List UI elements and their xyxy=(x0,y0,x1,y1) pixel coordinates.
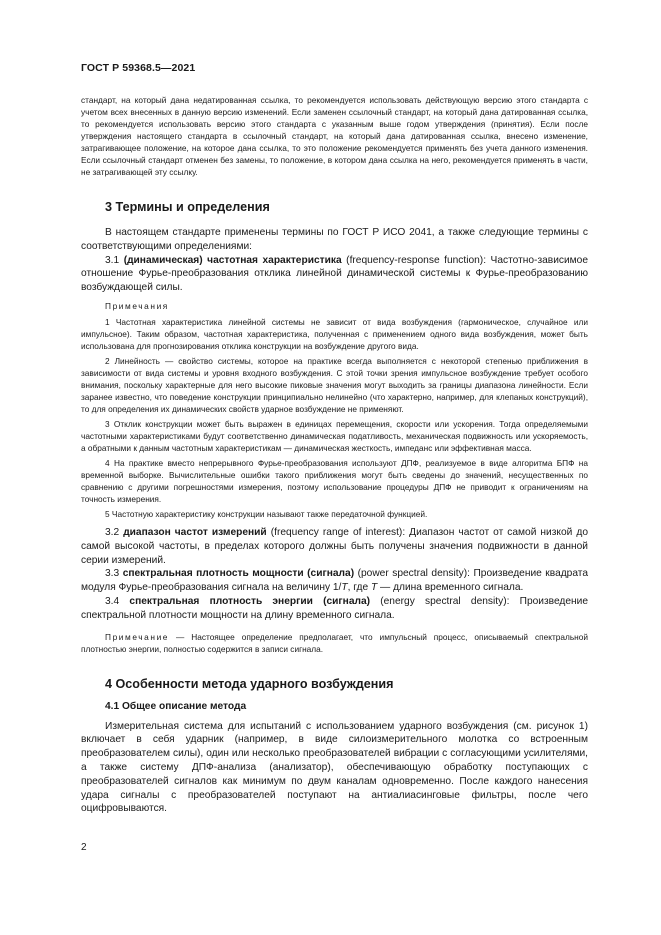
term-3-4 xyxy=(81,595,588,623)
term-3-1-term: (динамическая) частотная характеристика xyxy=(123,254,342,266)
term-3-3-def-3: — длина временного сигнала. xyxy=(377,582,524,594)
page-number: 2 xyxy=(81,842,87,853)
notes-label: Примечания xyxy=(105,300,169,311)
term-3-3 xyxy=(81,567,588,595)
final-note xyxy=(81,631,588,655)
final-note-text: — Настоящее определение предполагает, что импульсный процесс, описываемый спектральной плотностью энергии, полностью содержится в записи сигнала. xyxy=(81,631,588,654)
term-3-3-num: 3.3 xyxy=(105,568,123,580)
term-3-3-var-1: T xyxy=(341,582,348,594)
term-3-2-term: диапазон частот измерений xyxy=(123,526,267,538)
term-3-1-def: (frequency-response function): Частотно-зависимое отношение Фурье-преобразования отклика линейной динамической системы к Фурье-преобразованию возбуждающей силы. xyxy=(81,254,588,294)
note-1: 1 Частотная характеристика линейной системы не зависит от вида возбуждения (гармоническое, случайное или импульсное). Таким образом, частотная характеристика, полученная с применением одного вида возбуждения, может быть использована для прогнозирования отклика конструкции на возбуждение другого вида. xyxy=(81,316,588,351)
document-header: ГОСТ Р 59368.5—2021 xyxy=(81,62,196,74)
term-3-4-def: (energy spectral density): Произведение спектральной плотности мощности на длину временного сигнала. xyxy=(81,595,588,621)
section-4-title: 4 Особенности метода ударного возбуждения xyxy=(105,676,394,691)
term-3-3-term: спектральная плотность мощности (сигнала) xyxy=(122,568,355,580)
page-content xyxy=(81,94,588,816)
final-note-label: Примечание xyxy=(105,631,170,642)
term-3-2-def: (frequency range of interest): Диапазон частот от самой низкой до самой высокой частоты, в пределах которого должны быть получены значения подвижности в данной серии измерений. xyxy=(81,526,588,566)
term-3-1-num: 3.1 xyxy=(105,254,124,266)
term-3-1 xyxy=(81,254,588,295)
note-2: 2 Линейность — свойство системы, которое на практике всегда выполняется с некоторой степенью приближения в зависимости от вида системы и уровня входного возбуждения. С этой точки зрения импульсное возбуждение требует особого внимания, поскольку характерные для него высокие пиковые значения могут выходить за границы диапазона линейности. Если заранее известно, что поведение конструкции принципиально нелинейно (что характерно, например, для клепаных конструкций), то для определения их динамических свойств ударное возбуждение не применяют. xyxy=(81,355,588,414)
intro-paragraph: стандарт, на который дана недатированная ссылка, то рекомендуется использовать действующую версию этого стандарта с учетом всех внесенных в данную версию изменений. Если заменен ссылочный стандарт, на который дана датированная ссылка, то рекомендуется использовать версию этого стандарта с указанным выше годом утверждения (принятия). Если после утверждения настоящего стандарта в ссылочный стандарт, на который дана датированная ссылка, внесено изменение, затрагивающее положение, на которое дана ссылка, то это положение рекомендуется применять без учета данного изменения. Если ссылочный стандарт отменен без замены, то положение, в котором дана ссылка на него, рекомендуется применять в части, не затрагивающей эту ссылку. xyxy=(81,95,588,177)
section-4-1-title: 4.1 Общее описание метода xyxy=(105,700,247,712)
term-3-4-term: спектральная плотность энергии (сигнала) xyxy=(129,595,371,607)
term-3-3-var-2: T xyxy=(370,582,378,594)
section-3-intro: В настоящем стандарте применены термины по ГОСТ Р ИСО 2041, а также следующие термины с соответствующими определениями: xyxy=(81,227,588,252)
term-3-4-num: 3.4 xyxy=(105,595,130,607)
section-4-1-paragraph: Измерительная система для испытаний с использованием ударного возбуждения (см. рисунок 1) включает в себя ударник (например, в виде силоизмерительного молотка со встроенным преобразователем силы), один или несколько преобразователей вибрации с согласующими усилителями, а также систему ДПФ-анализа (анализатор), обеспечивающую обработку поступающих с преобразователей сигналов как минимум по двум каналам одновременно. После каждого нанесения удара сигналы с преобразователей поступают на антиалиасинговые фильтры, после чего оцифровываются. xyxy=(81,720,588,815)
term-3-2 xyxy=(81,526,588,567)
section-3-title: 3 Термины и определения xyxy=(105,200,270,214)
note-3: 3 Отклик конструкции может быть выражен в единицах перемещения, скорости или ускорения. Тогда определяемыми частотными характеристиками будут соответственно динамическая податливость, механическая подвижность или ускоряемость, а обратными к данным частотным характеристикам — динамическая жесткость, импеданс или эффективная масса. xyxy=(81,418,588,453)
term-3-2-num: 3.2 xyxy=(105,526,124,538)
note-4: 4 На практике вместо непрерывного Фурье-преобразования используют ДПФ, реализуемое в виде алгоритма БПФ на временной выборке. Вычислительные ошибки такого приближения могут быть сведены до значений, несущественных по сравнению с другими погрешностями измерения, поэтому использование процедуры ДПФ не приводит к ограничениям на точность измерения. xyxy=(81,457,588,504)
note-5: 5 Частотную характеристику конструкции называют также передаточной функцией. xyxy=(105,508,428,519)
term-3-3-def-1: (power spectral density): Произведение квадрата модуля Фурье-преобразования сигнала на величину 1/ xyxy=(81,568,588,594)
term-3-3-def-2: , где xyxy=(347,582,371,594)
